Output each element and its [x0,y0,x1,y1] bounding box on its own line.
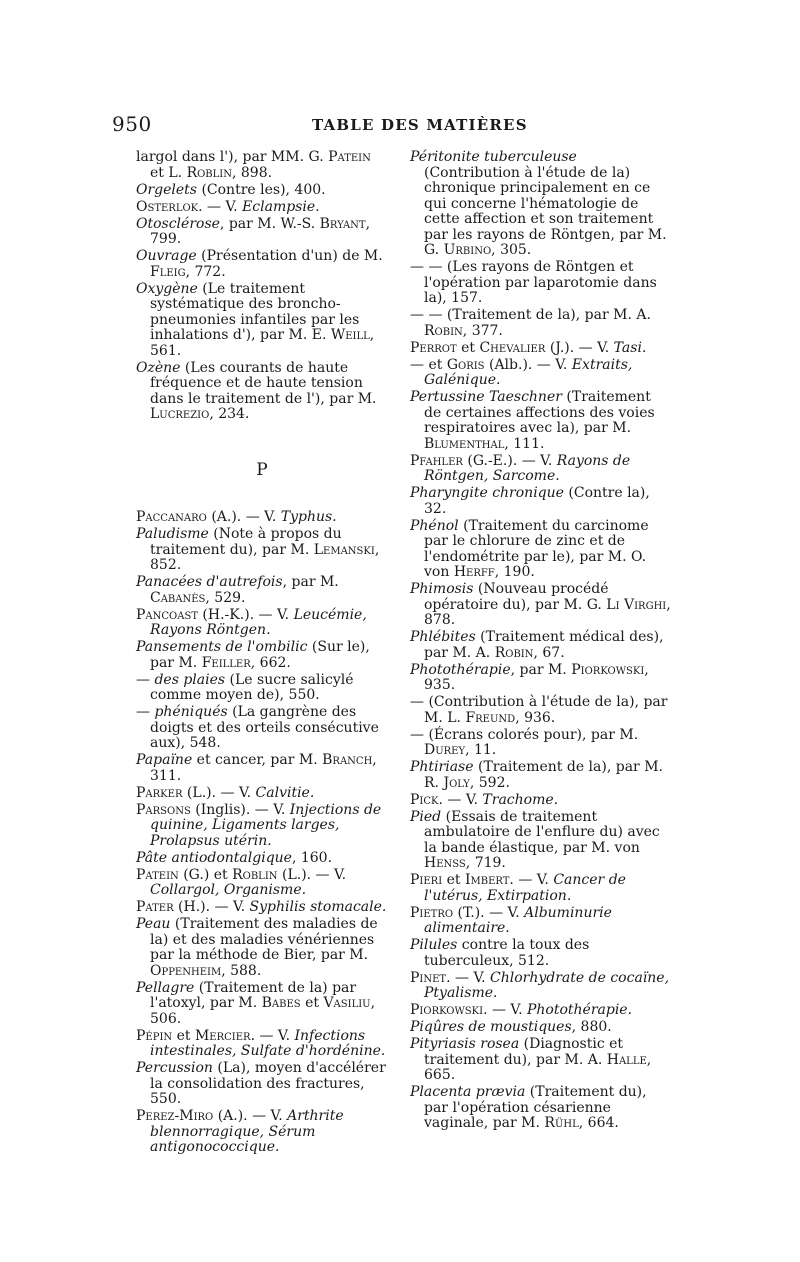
index-entry: Pharyngite chronique (Contre la), 32. [410,485,650,517]
left-column [136,150,388,1157]
index-entry: — des plaies (Le sucre salicylé comme moyen de), 550. [136,671,354,703]
index-entry: Parsons (Inglis). — V. Injections de quinine, Ligaments larges, Prolapsus utérin. [136,801,382,849]
index-entry: — (Contribution à l'étude de la), par M. L. Freund, 936. [410,694,668,726]
index-entry: — — (Traitement de la), par M. A. Robin, 377. [410,307,651,339]
index-entry: Osterlok. — V. Eclampsie. [136,198,320,215]
index-entries-p-continued [410,150,672,1132]
index-entry: Orgelets (Contre les), 400. [136,181,326,198]
index-entry: — et Goris (Alb.). — V. Extraits, Galénique. [410,356,633,388]
running-head: TABLE DES MATIÈRES [312,116,528,134]
index-entry: Pater (H.). — V. Syphilis stomacale. [136,899,387,915]
index-entry: Perrot et Chevalier (J.). — V. Tasi. [410,339,647,356]
index-entry: Panacées d'autrefois, par M. Cabanès, 529. [136,574,339,606]
index-entry: Photothérapie, par M. Piorkowski, 935. [410,661,649,693]
index-entry: Parker (L.). — V. Calvitie. [136,784,315,801]
index-entry: Otosclérose, par M. W.-S. Bryant, 799. [136,215,371,247]
index-entry: Pépin et Mercier. — V. Infections intestinales, Sulfate d'hordénine. [136,1027,386,1059]
index-entry: Patein (G.) et Roblin (L.). — V. Collargol, Organisme. [136,866,347,898]
index-entry: Ouvrage (Présentation d'un) de M. Fleig, 772. [136,248,383,280]
index-entry: Phimosis (Nouveau procédé opératoire du), par M. G. Li Virghi, 878. [410,581,671,628]
index-entries-p [136,510,388,1156]
index-entry: largol dans l'), par MM. G. Patein et L. Roblin, 898. [136,149,371,181]
index-entry: Pâte antiodontalgique, 160. [136,849,333,866]
index-entry: Piorkowski. — V. Photothérapie. [410,1002,633,1018]
index-entry: — phéniqués (La gangrène des doigts et des orteils consécutive aux), 548. [136,704,379,751]
index-entry: Peau (Traitement des maladies de la) et des maladies vénériennes par la méthode de Bier, par M. Oppenheim, 588. [136,916,378,979]
index-entry: Pfahler (G.-E.). — V. Rayons de Röntgen, Sarcome. [410,452,631,484]
index-entries-o [136,150,388,423]
index-entry: Phénol (Traitement du carcinome par le chlorure de zinc et de l'endométrite par le), par M. O. von Herff, 190. [410,517,649,580]
index-entry: Pick. — V. Trachome. [410,791,559,808]
index-entry: Phtiriase (Traitement de la), par M. R. Joly, 592. [410,759,663,791]
section-letter: P [256,459,268,480]
index-entry: Pied (Essais de traitement ambulatoire de l'enflure du) avec la bande élastique, par M. von Henss, 719. [410,808,660,871]
index-entry: Paccanaro (A.). — V. Typhus. [136,509,337,525]
index-entry: Péritonite tuberculeuse (Contribution à l'étude de la) chronique principalement en ce qui concerne l'hématologie de cette affection et son traitement par les rayons de Röntgen, par M. G. Urbino, 305. [410,149,667,258]
right-column [410,150,672,1133]
index-entry: Pilules contre la toux des tuberculeux, 512. [410,937,590,969]
index-entry: Papaïne et cancer, par M. Branch, 311. [136,752,377,784]
index-entry: Pansements de l'ombilic (Sur le), par M. Feiller, 662. [136,639,370,671]
index-entry: — (Écrans colorés pour), par M. Durey, 11. [410,726,639,758]
index-entry: Pancoast (H.-K.). — V. Leucémie, Rayons Röntgen. [136,606,367,638]
index-entry: Phlébites (Traitement médical des), par M. A. Robin, 67. [410,629,664,661]
index-entry: Pertussine Taeschner (Traitement de certaines affections des voies respiratoires avec la), par M. Blumenthal, 111. [410,389,655,452]
index-entry: Paludisme (Note à propos du traitement du), par M. Lemanski, 852. [136,526,380,573]
index-entry: Perez-Miro (A.). — V. Arthrite blennorragique, Sérum antigonococcique. [136,1108,344,1155]
index-entry: — — (Les rayons de Röntgen et l'opération par laparotomie dans la), 157. [410,259,657,306]
index-entry: Ozène (Les courants de haute fréquence et de haute tension dans le traitement de l'), par M. Lucrezio, 234. [136,359,377,422]
index-entry: Percussion (La), moyen d'accélérer la consolidation des fractures, 550. [136,1060,386,1107]
index-entry: Pinet. — V. Chlorhydrate de cocaïne, Ptyalisme. [410,969,670,1001]
index-entry: Pityriasis rosea (Diagnostic et traitement du), par M. A. Halle, 665. [410,1036,652,1083]
index-entry: Pellagre (Traitement de la) par l'atoxyl, par M. Babes et Vasiliu, 506. [136,979,376,1027]
index-entry: Oxygène (Le traitement systématique des broncho-pneumonies infantiles par les inhalations d'), par M. E. Weill, 561. [136,280,375,359]
index-entry: Pietro (T.). — V. Albuminurie alimentaire. [410,904,612,936]
index-entry: Placenta prævia (Traitement du), par l'opération césarienne vaginale, par M. Rühl, 664. [410,1084,647,1131]
index-entry: Piqûres de moustiques, 880. [410,1019,612,1035]
page-number: 950 [112,112,152,136]
index-entry: Pieri et Imbert. — V. Cancer de l'utérus, Extirpation. [410,872,626,904]
